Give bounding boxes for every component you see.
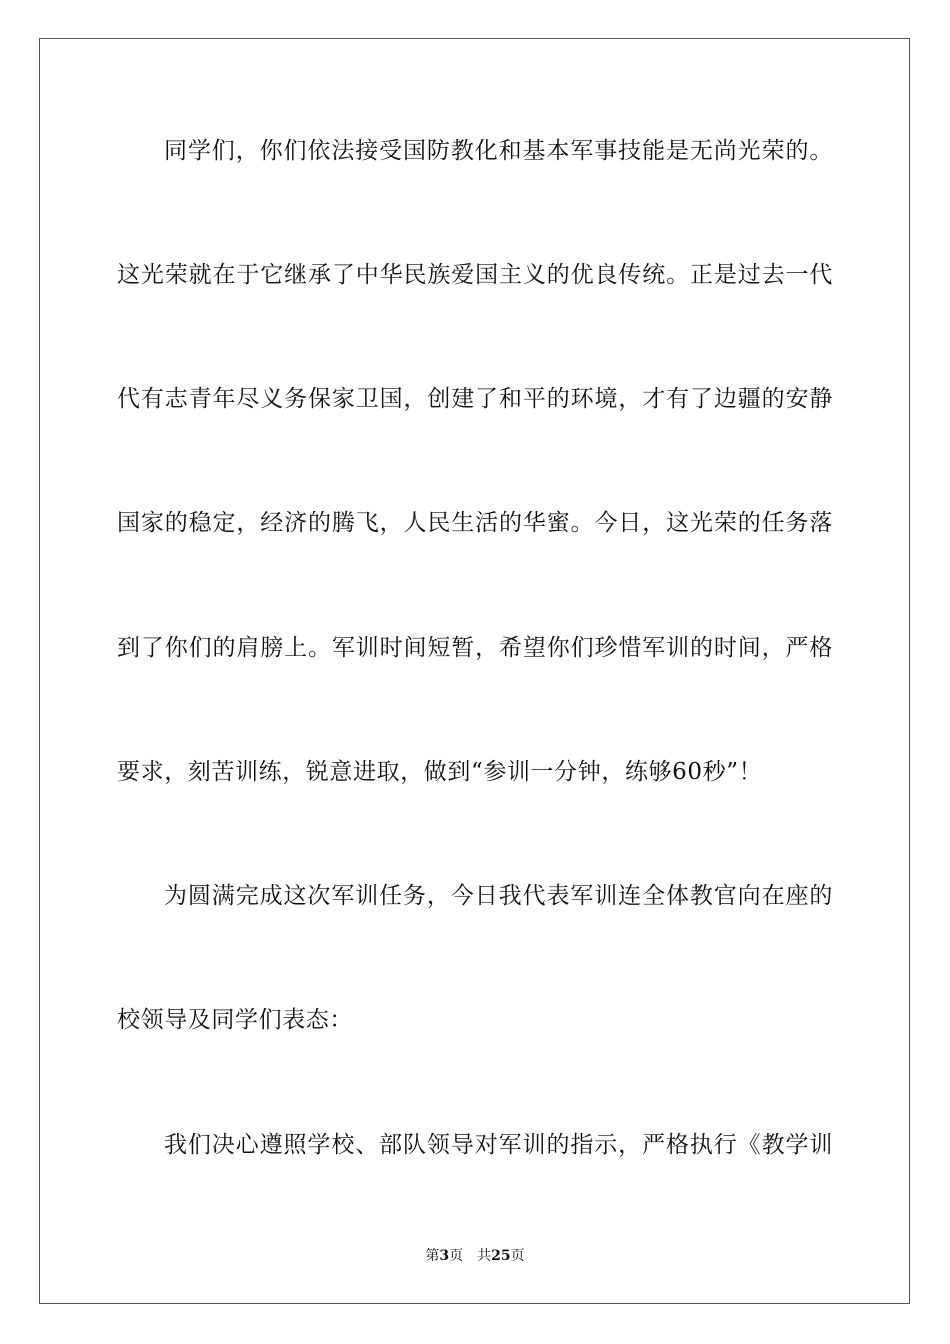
text-line-7: 为圆满完成这次军训任务，今日我代表军训连全体教官向在座的 — [164, 883, 833, 909]
page-prefix: 第 — [425, 1248, 440, 1264]
text-line-4: 国家的稳定，经济的腾飞，人民生活的华蜜。今日，这光荣的任务落 — [117, 510, 833, 536]
total-pages: 25 — [491, 1248, 511, 1264]
text-line-6: 要求，刻苦训练，锐意进取，做到“参训一分钟，练够60秒”！ — [117, 759, 763, 785]
page-number: 3 — [439, 1248, 450, 1264]
text-line-5: 到了你们的肩膀上。军训时间短暂，希望你们珍惜军训的时间，严格 — [117, 635, 833, 661]
page-footer — [0, 1246, 950, 1266]
page-frame — [39, 38, 910, 1304]
text-line-9: 我们决心遵照学校、部队领导对军训的指示，严格执行《教学训 — [164, 1132, 833, 1158]
text-line-3: 代有志青年尽义务保家卫国，创建了和平的环境，才有了边疆的安静 — [117, 386, 833, 412]
page-suffix: 页 — [449, 1248, 464, 1264]
total-suffix: 页 — [510, 1248, 525, 1264]
text-line-2: 这光荣就在于它继承了中华民族爱国主义的优良传统。正是过去一代 — [117, 262, 833, 288]
total-prefix: 共 — [477, 1248, 492, 1264]
text-line-8: 校领导及同学们表态： — [117, 1007, 353, 1033]
text-line-1: 同学们，你们依法接受国防教化和基本军事技能是无尚光荣的。 — [164, 138, 833, 164]
